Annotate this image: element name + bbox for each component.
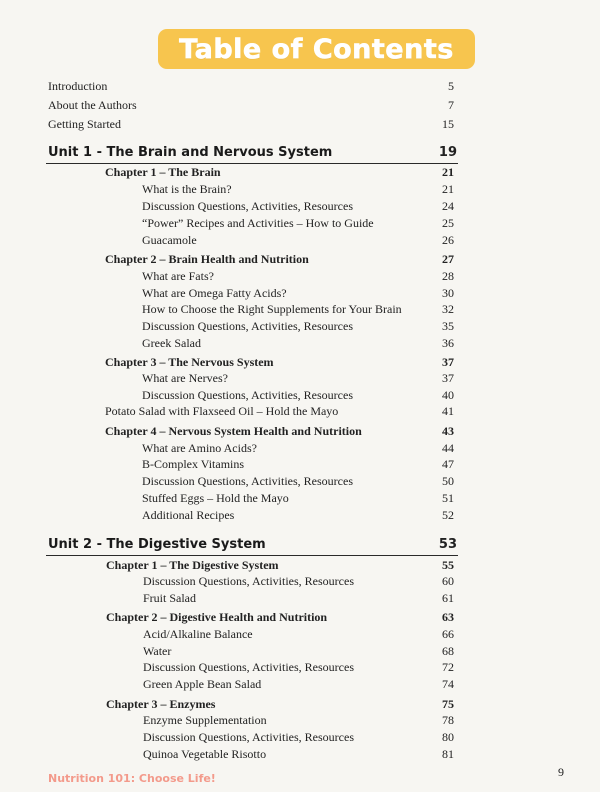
entry-title: Water [143, 644, 172, 658]
entry-title: What are Nerves? [142, 371, 228, 385]
toc-chapter[interactable] [0, 354, 600, 370]
entry-page: 5 [448, 79, 454, 93]
toc-chapter[interactable] [0, 696, 600, 712]
toc-entry[interactable] [0, 729, 600, 745]
entry-title: Discussion Questions, Activities, Resources [142, 388, 353, 402]
toc-entry[interactable] [0, 590, 600, 606]
chapter-page: 55 [442, 558, 454, 572]
entry-page: 60 [442, 574, 454, 588]
entry-page: 41 [442, 404, 454, 418]
chapter-title: Chapter 1 – The Brain [105, 165, 221, 179]
entry-page: 47 [442, 457, 454, 471]
toc-entry[interactable] [0, 440, 600, 456]
entry-title: What is the Brain? [142, 182, 232, 196]
entry-title: Discussion Questions, Activities, Resources [142, 474, 353, 488]
toc-chapter[interactable] [0, 557, 600, 573]
toc-entry[interactable] [0, 370, 600, 386]
toc-entry[interactable] [0, 232, 600, 248]
chapter-title: Chapter 3 – Enzymes [106, 697, 216, 711]
entry-page: 32 [442, 302, 454, 316]
toc-entry[interactable] [0, 301, 600, 317]
chapter-page: 21 [442, 165, 454, 179]
entry-page: 30 [442, 286, 454, 300]
toc-chapter[interactable] [0, 251, 600, 267]
toc-entry-getting-started[interactable] [0, 116, 600, 132]
entry-title: Discussion Questions, Activities, Resources [142, 199, 353, 213]
entry-page: 15 [442, 117, 454, 131]
entry-title: Discussion Questions, Activities, Resources [143, 660, 354, 674]
toc-entry[interactable] [0, 335, 600, 351]
entry-page: 66 [442, 627, 454, 641]
unit-title: Unit 1 - The Brain and Nervous System [48, 145, 333, 160]
entry-page: 78 [442, 713, 454, 727]
entry-title: Green Apple Bean Salad [143, 677, 262, 691]
entry-page: 21 [442, 182, 454, 196]
toc-entry[interactable] [0, 403, 600, 419]
entry-title: Getting Started [48, 117, 121, 131]
entry-page: 68 [442, 644, 454, 658]
entry-page: 50 [442, 474, 454, 488]
entry-page: 80 [442, 730, 454, 744]
unit-title: Unit 2 - The Digestive System [48, 537, 266, 552]
toc-unit-1[interactable] [0, 145, 600, 161]
entry-page: 44 [442, 441, 454, 455]
entry-title: About the Authors [48, 98, 137, 112]
chapter-title: Chapter 3 – The Nervous System [105, 355, 274, 369]
toc-entry[interactable] [0, 318, 600, 334]
toc-entry[interactable] [0, 268, 600, 284]
toc-entry[interactable] [0, 626, 600, 642]
toc-entry[interactable] [0, 507, 600, 523]
toc-entry[interactable] [0, 387, 600, 403]
entry-title: What are Omega Fatty Acids? [142, 286, 287, 300]
entry-title: Discussion Questions, Activities, Resources [143, 730, 354, 744]
entry-page: 26 [442, 233, 454, 247]
chapter-page: 75 [442, 697, 454, 711]
entry-page: 61 [442, 591, 454, 605]
entry-title: How to Choose the Right Supplements for Your Brain [142, 302, 402, 316]
toc-entry[interactable] [0, 215, 600, 231]
chapter-title: Chapter 2 – Brain Health and Nutrition [105, 252, 309, 266]
entry-title: B-Complex Vitamins [142, 457, 245, 471]
entry-title: Potato Salad with Flaxseed Oil – Hold the Mayo [105, 404, 339, 418]
entry-page: 40 [442, 388, 454, 402]
entry-page: 7 [448, 98, 454, 112]
entry-title: Discussion Questions, Activities, Resources [142, 319, 353, 333]
entry-page: 52 [442, 508, 454, 522]
entry-title: Guacamole [142, 233, 197, 247]
entry-page: 28 [442, 269, 454, 283]
entry-page: 74 [442, 677, 454, 691]
unit-page: 19 [438, 145, 457, 160]
unit-divider [46, 555, 458, 556]
entry-title: What are Fats? [142, 269, 214, 283]
entry-title: Greek Salad [142, 336, 201, 350]
toc-chapter[interactable] [0, 164, 600, 180]
toc-entry[interactable] [0, 712, 600, 728]
toc-entry[interactable] [0, 198, 600, 214]
toc-entry[interactable] [0, 643, 600, 659]
entry-title: Stuffed Eggs – Hold the Mayo [142, 491, 289, 505]
chapter-title: Chapter 1 – The Digestive System [106, 558, 279, 572]
toc-entry[interactable] [0, 676, 600, 692]
chapter-page: 43 [442, 424, 454, 438]
entry-title: Quinoa Vegetable Risotto [143, 747, 267, 761]
toc-entry[interactable] [0, 659, 600, 675]
toc-unit-2[interactable] [0, 537, 600, 553]
entry-page: 51 [442, 491, 454, 505]
entry-title: What are Amino Acids? [142, 441, 257, 455]
entry-title: Introduction [48, 79, 108, 93]
entry-page: 35 [442, 319, 454, 333]
entry-page: 37 [442, 371, 454, 385]
entry-title: Acid/Alkaline Balance [143, 627, 253, 641]
toc-entry[interactable] [0, 285, 600, 301]
page-title: Table of Contents [179, 33, 454, 65]
toc-entry[interactable] [0, 473, 600, 489]
entry-page: 72 [442, 660, 454, 674]
chapter-page: 37 [442, 355, 454, 369]
entry-title: Enzyme Supplementation [143, 713, 267, 727]
entry-title: Fruit Salad [143, 591, 196, 605]
toc-entry[interactable] [0, 456, 600, 472]
entry-title: Additional Recipes [142, 508, 235, 522]
entry-title: Discussion Questions, Activities, Resources [143, 574, 354, 588]
toc-chapter[interactable] [0, 423, 600, 439]
toc-entry-introduction[interactable] [0, 78, 600, 94]
toc-entry-about-authors[interactable] [0, 97, 600, 113]
toc-entry[interactable] [0, 181, 600, 197]
entry-page: 36 [442, 336, 454, 350]
page-number: 9 [558, 765, 564, 779]
toc-entry[interactable] [0, 746, 600, 762]
chapter-title: Chapter 4 – Nervous System Health and Nutrition [105, 424, 362, 438]
chapter-title: Chapter 2 – Digestive Health and Nutrition [106, 610, 328, 624]
entry-title: “Power” Recipes and Activities – How to Guide [142, 216, 374, 230]
toc-entry[interactable] [0, 490, 600, 506]
chapter-page: 63 [442, 610, 454, 624]
toc-entry[interactable] [0, 573, 600, 589]
entry-page: 25 [442, 216, 454, 230]
entry-page: 81 [442, 747, 454, 761]
chapter-page: 27 [442, 252, 454, 266]
book-title-footer: Nutrition 101: Choose Life! [48, 772, 216, 785]
title-banner [158, 29, 475, 69]
entry-page: 24 [442, 199, 454, 213]
toc-chapter[interactable] [0, 609, 600, 625]
unit-page: 53 [438, 537, 457, 552]
